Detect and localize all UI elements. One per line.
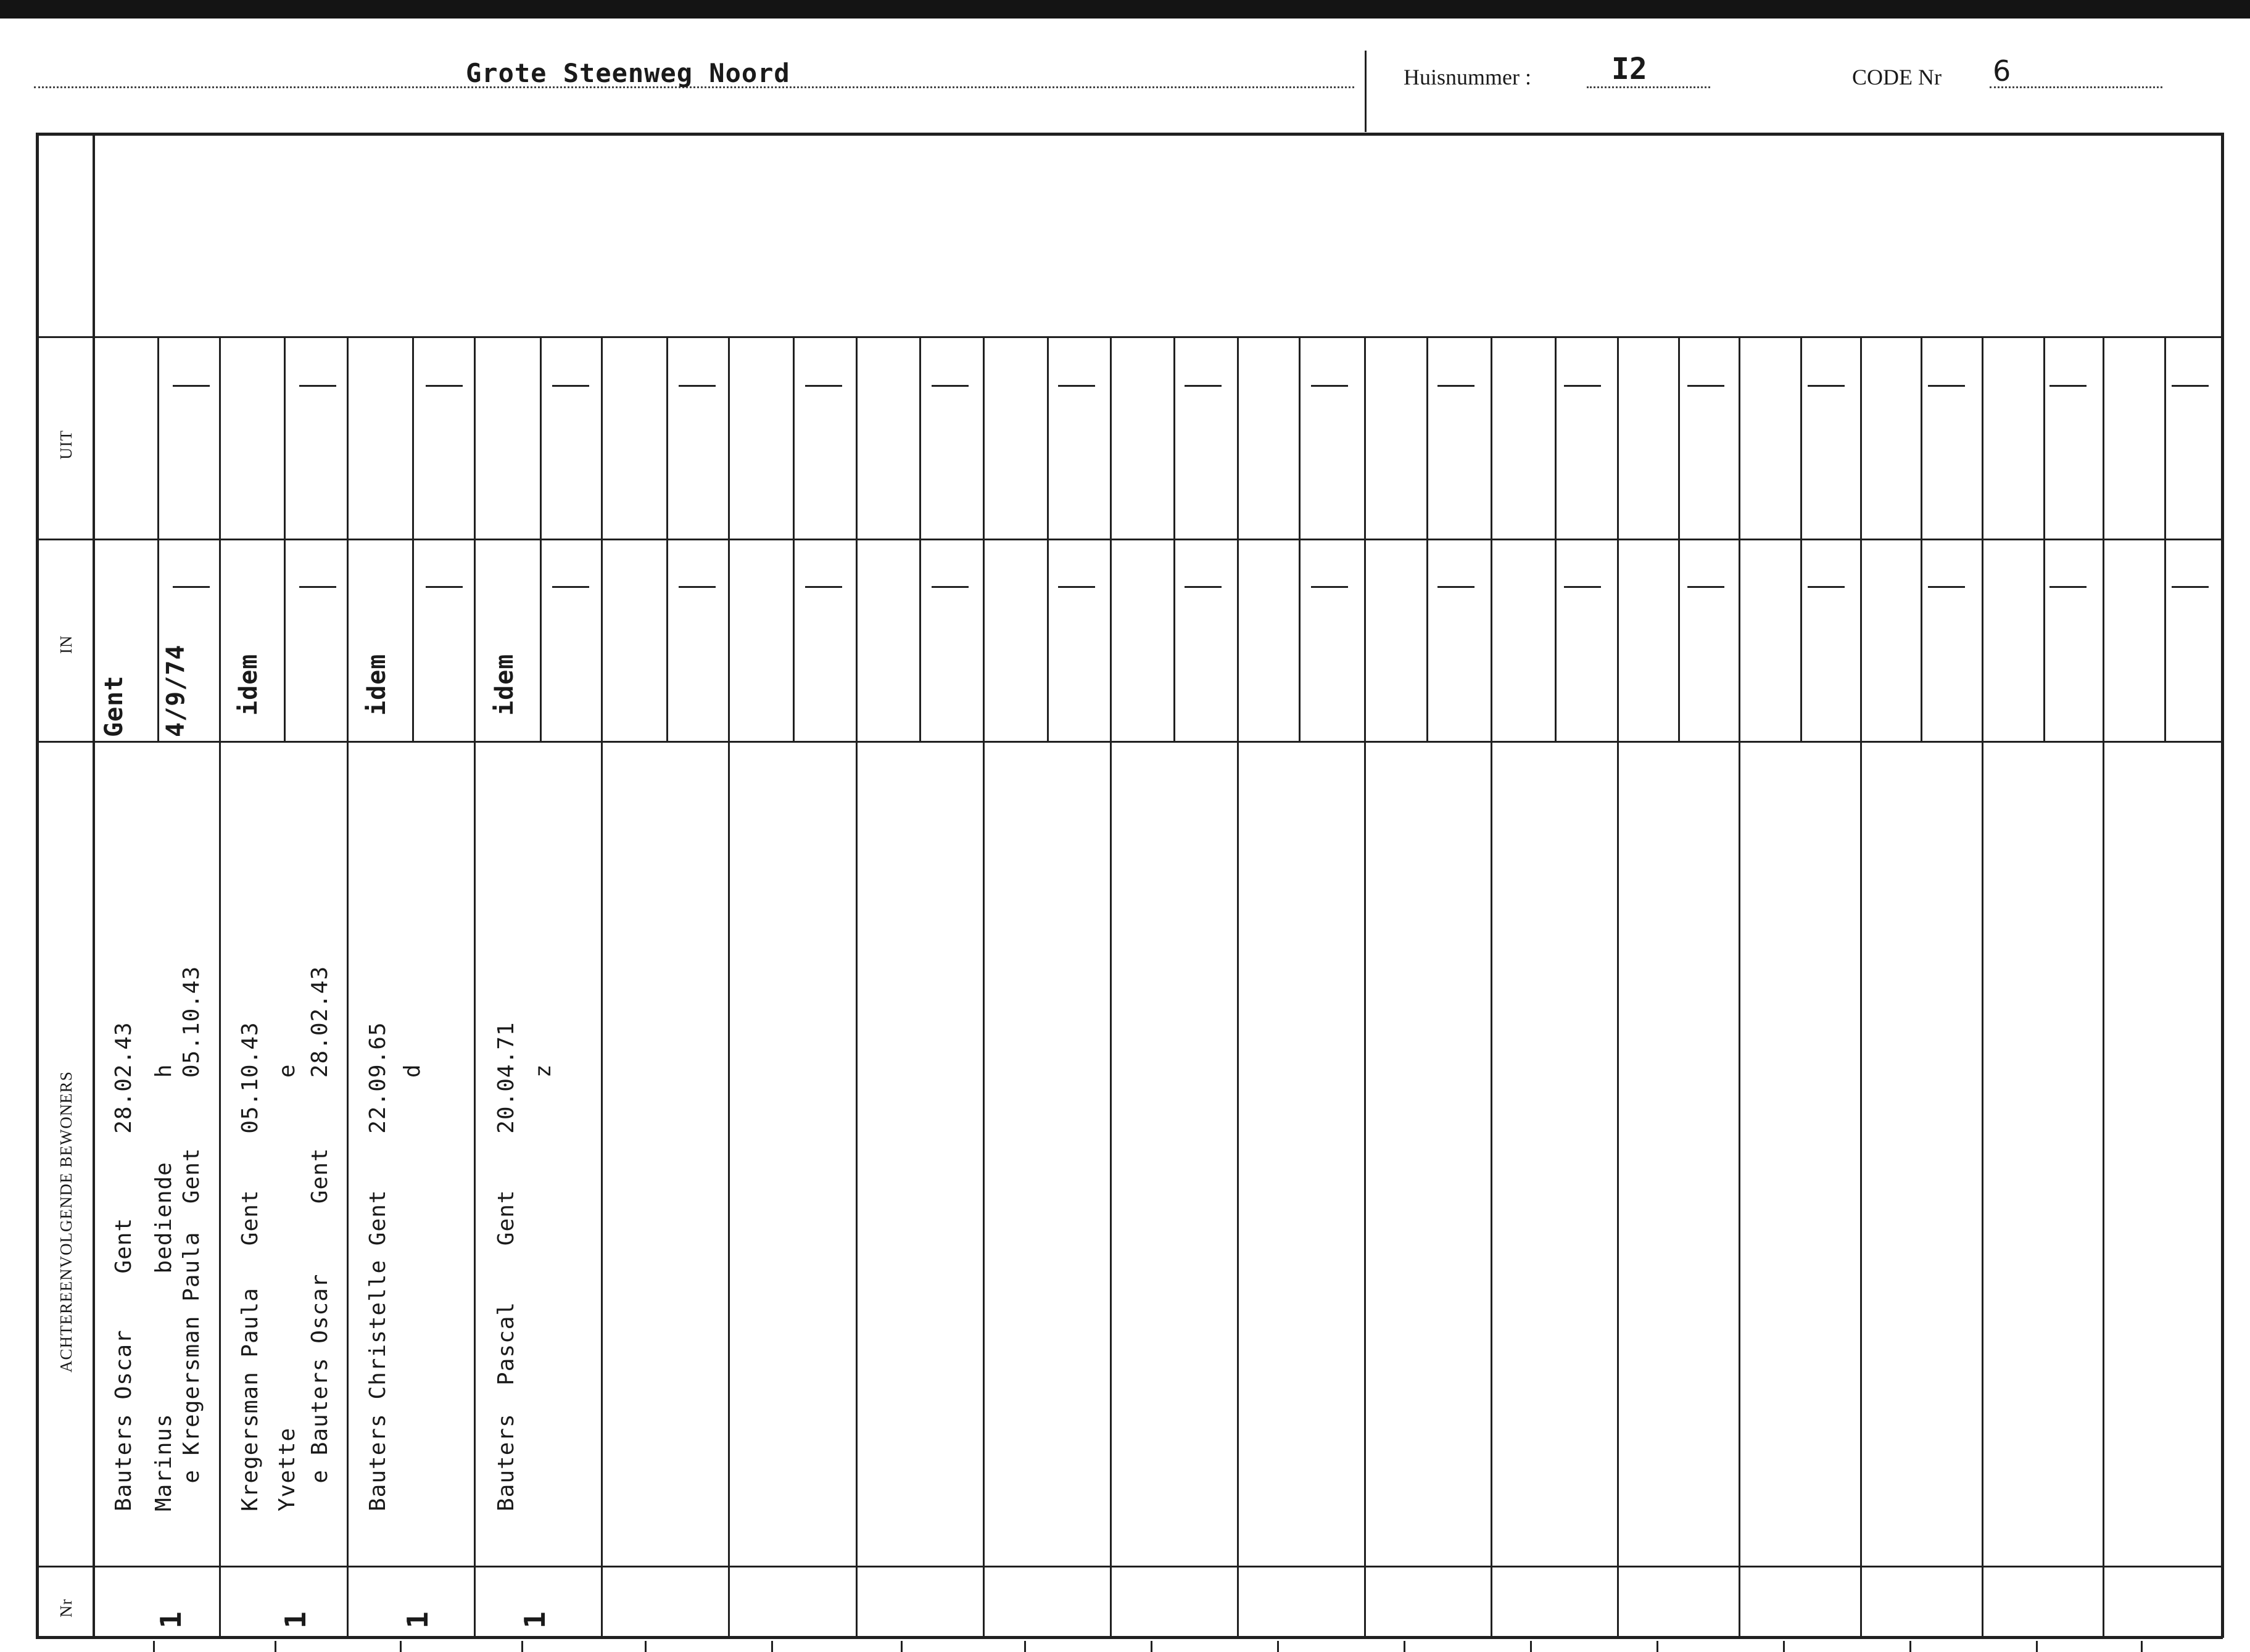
uit-dash: [805, 385, 842, 387]
huisnummer-value: I2: [1611, 52, 1647, 86]
scan-top-edge: [0, 0, 2250, 19]
uit-dash: [932, 385, 969, 387]
row-divider-in: [36, 539, 2223, 540]
row-divider-uit: [36, 336, 2223, 338]
column-line: [219, 338, 221, 1637]
uit-dash: [679, 385, 716, 387]
in-dash: [299, 586, 336, 588]
table-top-border: [36, 133, 2223, 136]
in-dash: [1311, 586, 1348, 588]
label-column-divider: [93, 133, 95, 1638]
half-column-line: [1678, 338, 1680, 742]
bottom-tick: [153, 1641, 155, 1652]
in-dash: [1564, 586, 1601, 588]
in-dash: [1687, 586, 1724, 588]
uit-dash: [1808, 385, 1845, 387]
uit-dash: [2172, 385, 2209, 387]
in-dash: [1058, 586, 1095, 588]
uit-dash: [426, 385, 463, 387]
half-column-line: [2164, 338, 2166, 742]
in-dash: [173, 586, 210, 588]
resident-nr: 1: [401, 1611, 434, 1629]
half-column-line: [284, 338, 286, 742]
half-column-line: [1299, 338, 1301, 742]
in-dash: [1808, 586, 1845, 588]
uit-dash: [1437, 385, 1474, 387]
in-dash: [1185, 586, 1222, 588]
in-date: 4/9/74: [162, 644, 190, 737]
column-line: [728, 338, 730, 1637]
in-dash: [426, 586, 463, 588]
column-line: [1739, 338, 1740, 1637]
resident-nr: 1: [279, 1611, 312, 1629]
uit-dash: [552, 385, 589, 387]
in-dash: [552, 586, 589, 588]
bottom-tick: [1656, 1641, 1658, 1652]
column-line: [1982, 338, 1983, 1637]
uit-dash: [1564, 385, 1601, 387]
bottom-tick: [1024, 1641, 1026, 1652]
uit-dash: [299, 385, 336, 387]
bottom-tick: [521, 1641, 523, 1652]
column-line: [1860, 338, 1862, 1637]
uit-dash: [1185, 385, 1222, 387]
half-column-line: [157, 338, 159, 742]
resident-line: Kregersman Paula Gent 05.10.43: [238, 1022, 263, 1511]
column-line: [1617, 338, 1619, 1637]
column-line: [2103, 338, 2104, 1637]
code-dotted-line: [1990, 86, 2162, 88]
column-line: [1491, 338, 1492, 1637]
half-column-line: [1426, 338, 1428, 742]
in-dash: [932, 586, 969, 588]
half-column-line: [540, 338, 542, 742]
bottom-tick: [1909, 1641, 1911, 1652]
bottom-tick: [1530, 1641, 1532, 1652]
resident-line: Bauters Pascal Gent 20.04.71: [494, 1022, 519, 1511]
column-line: [1364, 338, 1366, 1637]
column-line: [1110, 338, 1112, 1637]
in-dash: [2172, 586, 2209, 588]
uit-dash: [1687, 385, 1724, 387]
bottom-tick: [275, 1641, 276, 1652]
column-line: [1237, 338, 1239, 1637]
bottom-tick: [1783, 1641, 1785, 1652]
bottom-tick: [2141, 1641, 2143, 1652]
half-column-line: [2043, 338, 2045, 742]
table-bottom-border: [36, 1636, 2223, 1639]
uit-dash: [1058, 385, 1095, 387]
huisnummer-dotted-line: [1587, 86, 1710, 88]
half-column-line: [793, 338, 795, 742]
in-dash: [2049, 586, 2087, 588]
table-left-border: [36, 133, 39, 1638]
in-dash: [1437, 586, 1474, 588]
bottom-tick: [901, 1641, 903, 1652]
street-name: Grote Steenweg Noord: [466, 58, 790, 88]
in-dash: [805, 586, 842, 588]
row-label-uit: UIT: [57, 430, 75, 460]
column-line: [856, 338, 858, 1637]
column-line: [601, 338, 603, 1637]
bottom-tick: [1404, 1641, 1405, 1652]
table-right-border: [2221, 133, 2224, 1638]
resident-line: e Bauters Oscar Gent 28.02.43: [307, 965, 333, 1511]
bottom-tick: [2036, 1641, 2038, 1652]
in-place: idem: [363, 653, 391, 716]
row-divider-nr: [36, 1566, 2223, 1567]
resident-line: z: [531, 1063, 556, 1511]
in-place: Gent: [100, 675, 128, 737]
huisnummer-label: Huisnummer :: [1404, 65, 1531, 89]
resident-line: e Kregersman Paula Gent 05.10.43: [179, 965, 204, 1511]
uit-dash: [2049, 385, 2087, 387]
bottom-tick: [400, 1641, 402, 1652]
row-label-bewoners: ACHTEREENVOLGENDE BEWONERS: [57, 1071, 75, 1373]
half-column-line: [412, 338, 414, 742]
uit-dash: [173, 385, 210, 387]
resident-line: d: [400, 1063, 425, 1511]
row-label-nr: Nr: [57, 1598, 75, 1617]
resident-nr: 1: [154, 1611, 188, 1629]
in-place: idem: [234, 653, 263, 716]
in-place: idem: [490, 653, 519, 716]
in-dash: [679, 586, 716, 588]
half-column-line: [1047, 338, 1049, 742]
half-column-line: [1800, 338, 1802, 742]
half-column-line: [666, 338, 668, 742]
bottom-tick: [645, 1641, 647, 1652]
column-line: [474, 338, 476, 1637]
header-divider: [1365, 51, 1367, 132]
resident-line: Bauters Christelle Gent 22.09.65: [365, 1022, 391, 1511]
uit-dash: [1311, 385, 1348, 387]
half-column-line: [1921, 338, 1922, 742]
half-column-line: [1555, 338, 1557, 742]
half-column-line: [1173, 338, 1175, 742]
resident-nr: 1: [518, 1611, 552, 1629]
uit-dash: [1928, 385, 1965, 387]
row-divider-bewoners: [36, 741, 2223, 743]
bottom-tick: [771, 1641, 773, 1652]
code-label: CODE Nr: [1852, 65, 1942, 89]
bottom-tick: [1277, 1641, 1279, 1652]
in-dash: [1928, 586, 1965, 588]
resident-line: Marinus bediende h: [151, 1063, 176, 1511]
resident-line: Yvette e: [275, 1063, 300, 1511]
column-line: [347, 338, 349, 1637]
row-label-in: IN: [57, 635, 75, 654]
column-line: [983, 338, 985, 1637]
half-column-line: [919, 338, 921, 742]
resident-line: Bauters Oscar Gent 28.02.43: [111, 1022, 136, 1511]
code-value: 6: [1993, 54, 2011, 88]
bottom-tick: [1151, 1641, 1152, 1652]
